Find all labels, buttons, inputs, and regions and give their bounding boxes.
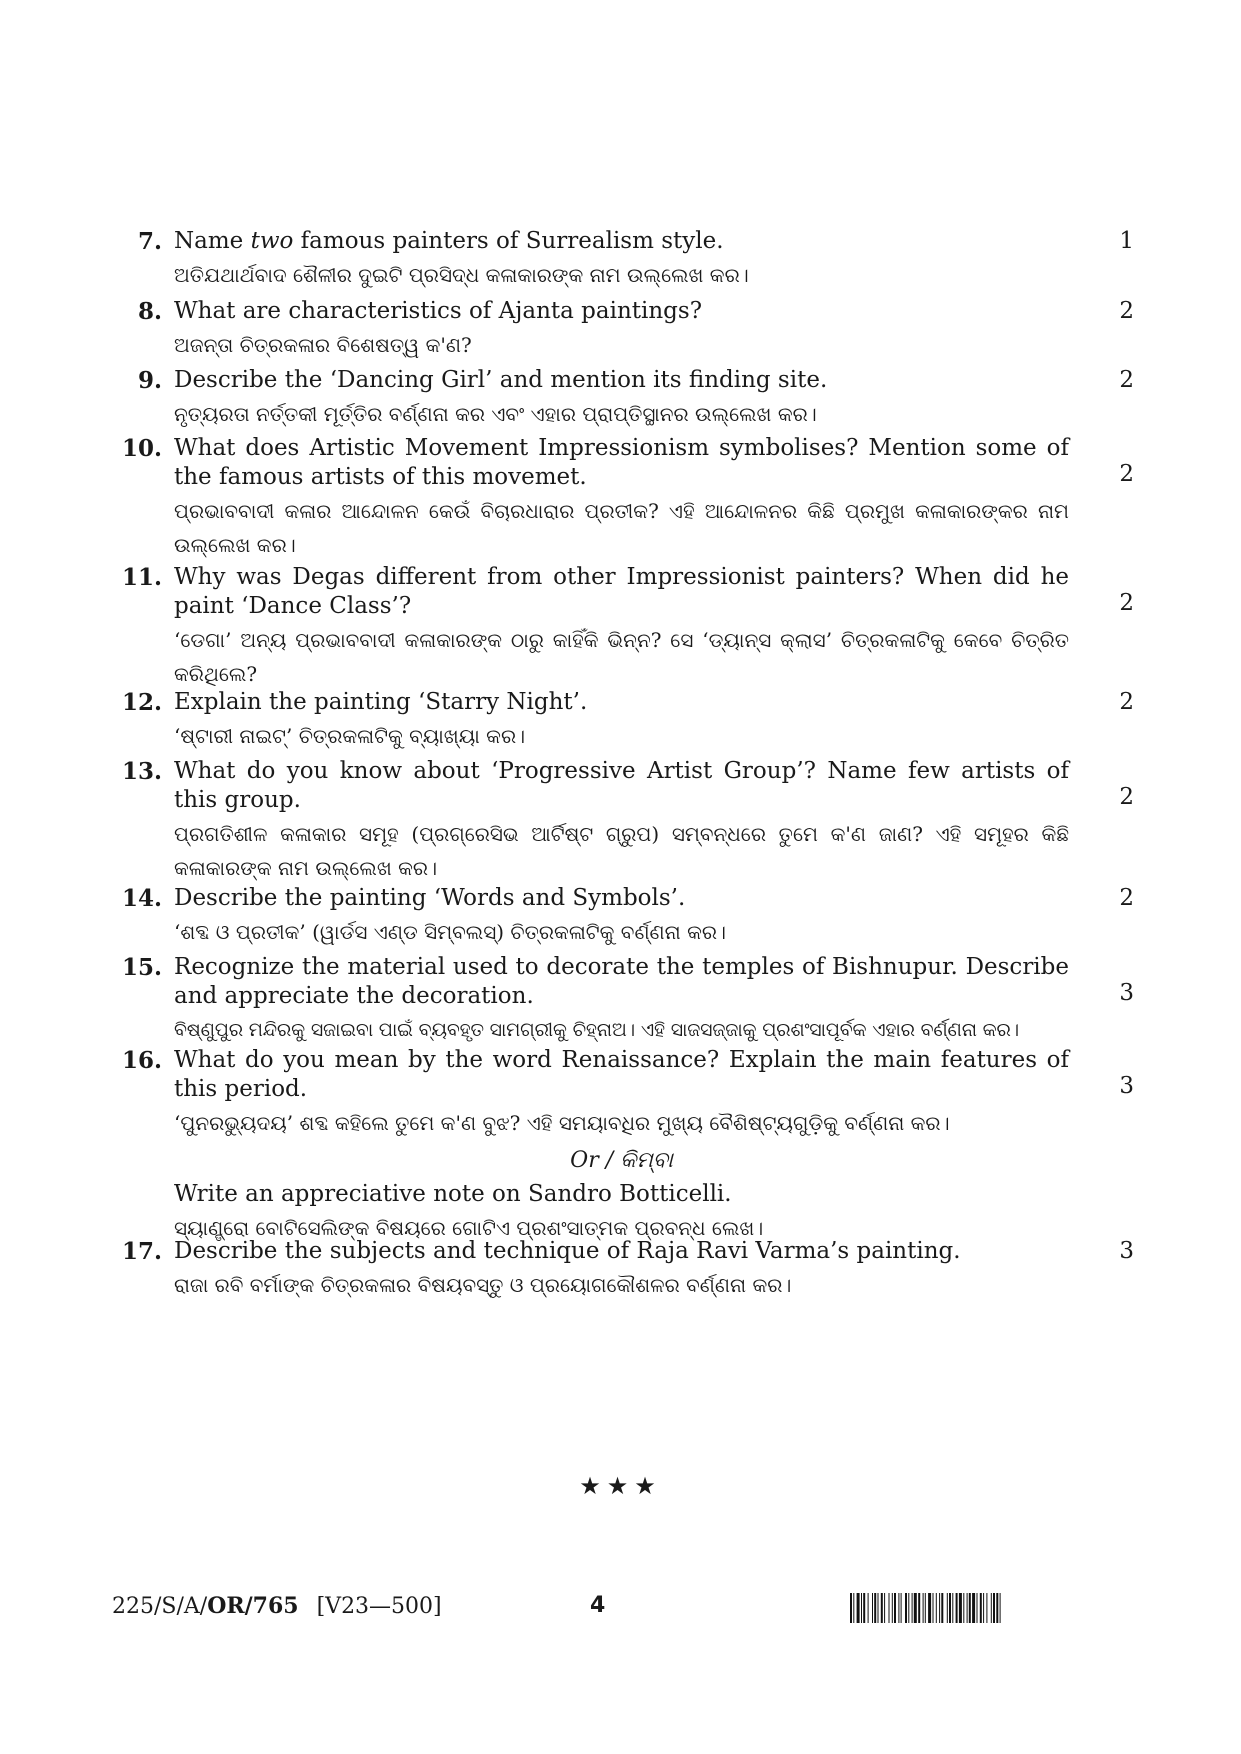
- question-number: 9.: [137, 367, 162, 394]
- question-text-odia: ପ୍ରଗତିଶୀଳ କଳାକାର ସମୂହ (ପ୍ରଗ୍ରେସିଭ ଆର୍ଟିଷ୍ଟ ଗ୍ରୁପ) ସମ୍ବନ୍ଧରେ ତୁମେ କ'ଣ ଜାଣ? ଏହି ସମୂହର କିଛି କଳାକାରଙ୍କ ନାମ ଉଲ୍ଲେଖ କର।: [174, 822, 1069, 880]
- barcode-bar: [939, 1593, 940, 1623]
- question-marks: 2: [1119, 590, 1134, 616]
- question-text-odia: ‘ଷ୍ଟାରୀ ନାଇଟ୍’ ଚିତ୍ରକଳାଟିକୁ ବ୍ୟାଖ୍ୟା କର।: [174, 724, 526, 748]
- question-marks: 3: [1119, 1238, 1134, 1264]
- question-text-odia: ପ୍ରଭାବବାଦୀ କଳାର ଆନ୍ଦୋଳନ କେଉଁ ବିଚାରଧାରାର ପ୍ରତୀକ? ଏହି ଆନ୍ଦୋଳନର କିଛି ପ୍ରମୁଖ କଳାକାରଙ୍କର ନାମ ଉଲ୍ଲେଖ କର।: [174, 499, 1069, 557]
- barcode-bar: [881, 1593, 883, 1623]
- question-text-english: Describe the painting ‘Words and Symbols’.: [174, 885, 686, 911]
- barcode-bar: [850, 1593, 852, 1623]
- barcode-bar: [972, 1593, 975, 1623]
- question-number: 16.: [121, 1047, 162, 1074]
- barcode-bar: [884, 1593, 885, 1623]
- question-number: 17.: [121, 1238, 162, 1265]
- question-text-english: What do you mean by the word Renaissance? Explain the main features of this period.: [174, 1047, 1069, 1102]
- question-text-odia: ରାଜା ରବି ବର୍ମାଙ୍କ ଚିତ୍ରକଳାର ବିଷୟବସ୍ତୁ ଓ ପ୍ରୟୋଗକୌଶଳର ବର୍ଣ୍ଣନା କର।: [174, 1273, 792, 1297]
- barcode-bar: [861, 1593, 862, 1623]
- question-text-odia: ଅଜନ୍ତା ଚିତ୍ରକଳାର ବିଶେଷତ୍ୱ କ'ଣ?: [174, 333, 472, 357]
- page-footer: [112, 1591, 1134, 1631]
- barcode-bar: [959, 1593, 962, 1623]
- question-marks: 1: [1119, 228, 1134, 254]
- barcode-bar: [853, 1593, 854, 1623]
- barcode-bar: [1000, 1593, 1001, 1623]
- paper-code-bold: OR/765: [207, 1593, 299, 1619]
- question-text-english: Why was Degas different from other Impressionist painters? When did he paint ‘Dance Class’?: [174, 564, 1069, 619]
- question-text-english: Describe the ‘Dancing Girl’ and mention its finding site.: [174, 367, 828, 393]
- or-separator: Or / କିମ୍ବା: [570, 1148, 673, 1173]
- barcode-bar: [967, 1593, 968, 1623]
- barcode-bar: [986, 1593, 987, 1623]
- barcode-bar: [933, 1593, 934, 1623]
- question-number: 10.: [121, 435, 162, 462]
- question-marks: 2: [1119, 461, 1134, 487]
- barcode-bar: [983, 1593, 984, 1623]
- question-text-odia: ବିଷ୍ଣୁପୁର ମନ୍ଦିରକୁ ସଜାଇବା ପାଇଁ ବ୍ୟବହୃତ ସାମଗ୍ରୀକୁ ଚିହ୍ନାଅ। ଏହି ସାଜସଜ୍ଜାକୁ ପ୍ରଶଂସାପୂର୍ବକ ଏହାର ବର୍ଣ୍ଣନା କର।: [174, 1019, 1020, 1041]
- barcode-bar: [894, 1593, 896, 1623]
- barcode-bar: [963, 1593, 964, 1623]
- question-text-english: Recognize the material used to decorate the temples of Bishnupur. Describe and appreciate the decoration.: [174, 954, 1069, 1009]
- barcode-bar: [901, 1593, 902, 1623]
- question-text-english: Name two famous painters of Surrealism style.: [174, 228, 724, 254]
- barcode-bar: [874, 1593, 876, 1623]
- barcode-bar: [918, 1593, 920, 1623]
- barcode-bar: [863, 1593, 865, 1623]
- barcode-bar: [977, 1593, 978, 1623]
- question-number: 7.: [137, 228, 162, 255]
- question-text-english: What do you know about ‘Progressive Artist Group’? Name few artists of this group.: [174, 758, 1069, 813]
- question-marks: 3: [1119, 980, 1134, 1006]
- barcode-bar: [923, 1593, 924, 1623]
- barcode-bar: [857, 1593, 860, 1623]
- barcode-bar: [947, 1593, 948, 1623]
- question-text-odia: ‘ଶବ୍ଦ ଓ ପ୍ରତୀକ’ (ୱାର୍ଡସ ଏଣ୍ଡ ସିମ୍ବଲସ୍) ଚିତ୍ରକଳାଟିକୁ ବର୍ଣ୍ଣନା କର।: [174, 920, 727, 944]
- question-text-odia: ନୃତ୍ୟରତା ନର୍ତ୍ତକୀ ମୂର୍ତ୍ତିର ବର୍ଣ୍ଣନା କର ଏବଂ ଏହାର ପ୍ରାପ୍ତିସ୍ଥାନର ଉଲ୍ଲେଖ କର।: [174, 402, 817, 426]
- barcode-bar: [868, 1593, 869, 1623]
- barcode-bar: [980, 1593, 982, 1623]
- question-marks: 2: [1119, 298, 1134, 324]
- page-number: 4: [590, 1593, 606, 1618]
- barcode-bar: [898, 1593, 899, 1623]
- barcode-bar: [949, 1593, 951, 1623]
- question-text-english: What does Artistic Movement Impressionism symbolises? Mention some of the famous artists of this movemet.: [174, 435, 1069, 490]
- question-marks: 3: [1119, 1073, 1134, 1099]
- barcode-bar: [928, 1593, 931, 1623]
- barcode-graphic: [850, 1593, 1130, 1623]
- barcode-bar: [912, 1593, 913, 1623]
- question-text-odia: ଅତିଯଥାର୍ଥବାଦ ଶୈଳୀର ଦୁଇଟି ପ୍ରସିଦ୍ଧ କଳାକାରଙ୍କ ନାମ ଉଲ୍ଲେଖ କର।: [174, 263, 749, 287]
- question-marks: 2: [1119, 784, 1134, 810]
- barcode-bar: [908, 1593, 909, 1623]
- question-text-odia: ‘ପୁନରଭ୍ୟୁଦୟ’ ଶବ୍ଦ କହିଲେ ତୁମେ କ'ଣ ବୁଝ? ଏହି ସମୟାବଧିର ମୁଖ୍ୟ ବୈଶିଷ୍ଟ୍ୟଗୁଡ଼ିକୁ ବର୍ଣ୍ଣନା କର।: [174, 1111, 950, 1135]
- paper-code-prefix: 225/S/A/: [112, 1594, 208, 1619]
- barcode-bar: [925, 1593, 926, 1623]
- question-marks: 2: [1119, 367, 1134, 393]
- barcode-bar: [956, 1593, 958, 1623]
- question-number: 12.: [121, 689, 162, 716]
- barcode-bar: [914, 1593, 917, 1623]
- barcode-bar: [996, 1593, 998, 1623]
- barcode-bar: [952, 1593, 953, 1623]
- barcode-bar: [969, 1593, 971, 1623]
- alternative-question-odia: ସ୍ୟାଣ୍ଡ୍ରୋ ବୋଟିସେଲିଙ୍କ ବିଷୟରେ ଗୋଟିଏ ପ୍ରଶଂସାତ୍ମକ ପ୍ରବନ୍ଧ ଲେଖ।: [174, 1216, 764, 1240]
- question-text-english: Explain the painting ‘Starry Night’.: [174, 689, 588, 715]
- question-marks: 2: [1119, 689, 1134, 715]
- question-number: 8.: [137, 298, 162, 325]
- question-number: 13.: [121, 758, 162, 785]
- barcode-bar: [878, 1593, 879, 1623]
- question-marks: 2: [1119, 885, 1134, 911]
- paper-code: [112, 1591, 442, 1622]
- barcode-bar: [941, 1593, 943, 1623]
- barcode-bar: [936, 1593, 937, 1623]
- barcode-bar: [993, 1593, 995, 1623]
- barcode-bar: [991, 1593, 992, 1623]
- question-number: 11.: [121, 564, 162, 591]
- question-number: 15.: [121, 954, 162, 981]
- question-text-odia: ‘ଡେଗା’ ଅନ୍ୟ ପ୍ରଭାବବାଦୀ କଳାକାରଙ୍କ ଠାରୁ କାହିଁକି ଭିନ୍ନ? ସେ ‘ଡ୍ୟାନ୍ସ କ୍ଲାସ’ ଚିତ୍ରକଳାଟିକୁ କେବେ ଚିତ୍ରିତ କରିଥିଲେ?: [174, 628, 1069, 686]
- end-stars: ★★★: [579, 1472, 662, 1500]
- barcode-bar: [892, 1593, 893, 1623]
- barcode-bar: [889, 1593, 890, 1623]
- barcode: [850, 1593, 1130, 1623]
- barcode-bar: [905, 1593, 907, 1623]
- question-text-english: What are characteristics of Ajanta paintings?: [174, 298, 703, 324]
- question-text-english: Describe the subjects and technique of Raja Ravi Varma’s painting.: [174, 1238, 961, 1264]
- question-number: 14.: [121, 885, 162, 912]
- version-code: [V23—500]: [316, 1594, 442, 1619]
- alternative-question-english: Write an appreciative note on Sandro Botticelli.: [174, 1181, 732, 1207]
- barcode-bar: [872, 1593, 873, 1623]
